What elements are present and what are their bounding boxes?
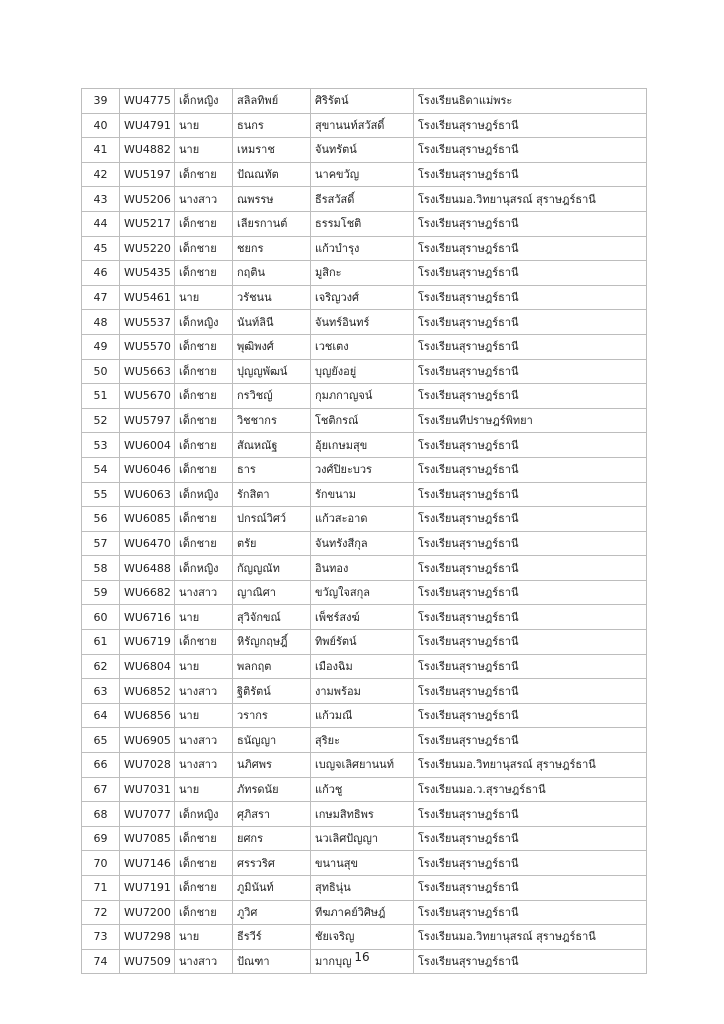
last-name-cell: งามพร้อม <box>311 679 414 704</box>
school-cell: โรงเรียนสุราษฎร์ธานี <box>414 261 647 286</box>
student-id-cell: WU5217 <box>120 211 175 236</box>
table-row <box>82 654 647 679</box>
row-number-cell: 53 <box>82 433 120 458</box>
school-cell: โรงเรียนสุราษฎร์ธานี <box>414 630 647 655</box>
row-number-cell: 55 <box>82 482 120 507</box>
school-cell: โรงเรียนมอ.วิทยานุสรณ์ สุราษฎร์ธานี <box>414 753 647 778</box>
student-id-cell: WU5197 <box>120 162 175 187</box>
last-name-cell: สุริยะ <box>311 728 414 753</box>
table-row <box>82 457 647 482</box>
table-row <box>82 580 647 605</box>
first-name-cell: ธนกร <box>233 113 311 138</box>
first-name-cell: ธนัญญา <box>233 728 311 753</box>
student-id-cell: WU6856 <box>120 703 175 728</box>
last-name-cell: ชัยเจริญ <box>311 925 414 950</box>
table-row <box>82 285 647 310</box>
last-name-cell: แก้วบำรุง <box>311 236 414 261</box>
student-id-cell: WU6719 <box>120 630 175 655</box>
school-cell: โรงเรียนสุราษฎร์ธานี <box>414 531 647 556</box>
student-roster-table <box>81 88 647 974</box>
table-row <box>82 531 647 556</box>
name-title-cell: นางสาว <box>175 679 233 704</box>
name-title-cell: เด็กหญิง <box>175 89 233 114</box>
first-name-cell: เหมราช <box>233 138 311 163</box>
table-row <box>82 753 647 778</box>
last-name-cell: จันทรัตน์ <box>311 138 414 163</box>
student-id-cell: WU7028 <box>120 753 175 778</box>
last-name-cell: อินทอง <box>311 556 414 581</box>
table-row <box>82 630 647 655</box>
student-id-cell: WU6063 <box>120 482 175 507</box>
last-name-cell: เจริญวงศ์ <box>311 285 414 310</box>
last-name-cell: มากบุญ <box>311 949 414 974</box>
table-row <box>82 162 647 187</box>
name-title-cell: นาย <box>175 138 233 163</box>
student-id-cell: WU6488 <box>120 556 175 581</box>
name-title-cell: นางสาว <box>175 949 233 974</box>
student-id-cell: WU5537 <box>120 310 175 335</box>
last-name-cell: แก้วมณี <box>311 703 414 728</box>
name-title-cell: เด็กชาย <box>175 507 233 532</box>
name-title-cell: เด็กชาย <box>175 236 233 261</box>
name-title-cell: เด็กชาย <box>175 826 233 851</box>
school-cell: โรงเรียนสุราษฎร์ธานี <box>414 236 647 261</box>
student-id-cell: WU4882 <box>120 138 175 163</box>
first-name-cell: ธาร <box>233 457 311 482</box>
table-row <box>82 384 647 409</box>
last-name-cell: มูสิกะ <box>311 261 414 286</box>
table-row <box>82 925 647 950</box>
name-title-cell: เด็กชาย <box>175 433 233 458</box>
first-name-cell: กัญญณัท <box>233 556 311 581</box>
first-name-cell: ฐิติรัตน์ <box>233 679 311 704</box>
first-name-cell: รักสิตา <box>233 482 311 507</box>
school-cell: โรงเรียนสุราษฎร์ธานี <box>414 949 647 974</box>
first-name-cell: ปัณฑา <box>233 949 311 974</box>
student-id-cell: WU6470 <box>120 531 175 556</box>
row-number-cell: 40 <box>82 113 120 138</box>
table-row <box>82 556 647 581</box>
row-number-cell: 51 <box>82 384 120 409</box>
row-number-cell: 69 <box>82 826 120 851</box>
table-row <box>82 334 647 359</box>
row-number-cell: 65 <box>82 728 120 753</box>
student-id-cell: WU6716 <box>120 605 175 630</box>
row-number-cell: 57 <box>82 531 120 556</box>
last-name-cell: ธีรสวัสดิ์ <box>311 187 414 212</box>
name-title-cell: นาย <box>175 654 233 679</box>
first-name-cell: ภัทรดนัย <box>233 777 311 802</box>
table-row <box>82 851 647 876</box>
row-number-cell: 41 <box>82 138 120 163</box>
school-cell: โรงเรียนสุราษฎร์ธานี <box>414 728 647 753</box>
last-name-cell: เวชเตง <box>311 334 414 359</box>
last-name-cell: นวเลิศปัญญา <box>311 826 414 851</box>
school-cell: โรงเรียนสุราษฎร์ธานี <box>414 334 647 359</box>
row-number-cell: 42 <box>82 162 120 187</box>
student-id-cell: WU5670 <box>120 384 175 409</box>
first-name-cell: พุฒิพงศ์ <box>233 334 311 359</box>
school-cell: โรงเรียนธิดาแม่พระ <box>414 89 647 114</box>
table-row <box>82 310 647 335</box>
first-name-cell: ยศกร <box>233 826 311 851</box>
school-cell: โรงเรียนสุราษฎร์ธานี <box>414 876 647 901</box>
name-title-cell: เด็กหญิง <box>175 556 233 581</box>
name-title-cell: นางสาว <box>175 728 233 753</box>
school-cell: โรงเรียนสุราษฎร์ธานี <box>414 900 647 925</box>
student-id-cell: WU7298 <box>120 925 175 950</box>
row-number-cell: 73 <box>82 925 120 950</box>
last-name-cell: ศิริรัตน์ <box>311 89 414 114</box>
first-name-cell: หิรัญกฤษฎิ์ <box>233 630 311 655</box>
school-cell: โรงเรียนสุราษฎร์ธานี <box>414 162 647 187</box>
name-title-cell: เด็กชาย <box>175 211 233 236</box>
student-id-cell: WU7191 <box>120 876 175 901</box>
last-name-cell: โชติกรณ์ <box>311 408 414 433</box>
student-id-cell: WU6085 <box>120 507 175 532</box>
table-row <box>82 261 647 286</box>
name-title-cell: นางสาว <box>175 187 233 212</box>
roster-body <box>82 89 647 974</box>
row-number-cell: 63 <box>82 679 120 704</box>
first-name-cell: นภิศพร <box>233 753 311 778</box>
first-name-cell: ปัณณทัต <box>233 162 311 187</box>
school-cell: โรงเรียนสุราษฎร์ธานี <box>414 851 647 876</box>
row-number-cell: 52 <box>82 408 120 433</box>
table-row <box>82 359 647 384</box>
table-row <box>82 187 647 212</box>
school-cell: โรงเรียนสุราษฎร์ธานี <box>414 580 647 605</box>
name-title-cell: เด็กหญิง <box>175 802 233 827</box>
last-name-cell: เกษมสิทธิพร <box>311 802 414 827</box>
student-id-cell: WU4791 <box>120 113 175 138</box>
table-row <box>82 605 647 630</box>
row-number-cell: 71 <box>82 876 120 901</box>
last-name-cell: กุมภกาญจน์ <box>311 384 414 409</box>
last-name-cell: ทีฆภาคย์วิศิษฎ์ <box>311 900 414 925</box>
table-row <box>82 802 647 827</box>
row-number-cell: 47 <box>82 285 120 310</box>
school-cell: โรงเรียนสุราษฎร์ธานี <box>414 679 647 704</box>
table-row <box>82 138 647 163</box>
first-name-cell: พลกฤต <box>233 654 311 679</box>
row-number-cell: 62 <box>82 654 120 679</box>
table-row <box>82 113 647 138</box>
row-number-cell: 61 <box>82 630 120 655</box>
table-row <box>82 433 647 458</box>
student-id-cell: WU5663 <box>120 359 175 384</box>
row-number-cell: 74 <box>82 949 120 974</box>
table-row <box>82 408 647 433</box>
student-id-cell: WU6004 <box>120 433 175 458</box>
school-cell: โรงเรียนสุราษฎร์ธานี <box>414 507 647 532</box>
student-id-cell: WU7146 <box>120 851 175 876</box>
student-id-cell: WU7077 <box>120 802 175 827</box>
student-id-cell: WU7085 <box>120 826 175 851</box>
first-name-cell: ศรรวริศ <box>233 851 311 876</box>
row-number-cell: 66 <box>82 753 120 778</box>
student-id-cell: WU7200 <box>120 900 175 925</box>
first-name-cell: สลิลทิพย์ <box>233 89 311 114</box>
table-row <box>82 507 647 532</box>
row-number-cell: 48 <box>82 310 120 335</box>
school-cell: โรงเรียนมอ.วิทยานุสรณ์ สุราษฎร์ธานี <box>414 187 647 212</box>
name-title-cell: เด็กชาย <box>175 900 233 925</box>
school-cell: โรงเรียนมอ.วิทยานุสรณ์ สุราษฎร์ธานี <box>414 925 647 950</box>
last-name-cell: วงศ์ปิยะบวร <box>311 457 414 482</box>
school-cell: โรงเรียนสุราษฎร์ธานี <box>414 285 647 310</box>
name-title-cell: นาย <box>175 605 233 630</box>
name-title-cell: เด็กชาย <box>175 876 233 901</box>
last-name-cell: ขวัญใจสกุล <box>311 580 414 605</box>
row-number-cell: 60 <box>82 605 120 630</box>
student-id-cell: WU7031 <box>120 777 175 802</box>
first-name-cell: วรัชนน <box>233 285 311 310</box>
first-name-cell: นันท์ลินี <box>233 310 311 335</box>
name-title-cell: นาย <box>175 925 233 950</box>
school-cell: โรงเรียนสุราษฎร์ธานี <box>414 556 647 581</box>
student-id-cell: WU6852 <box>120 679 175 704</box>
table-row <box>82 89 647 114</box>
name-title-cell: เด็กชาย <box>175 261 233 286</box>
name-title-cell: นาย <box>175 113 233 138</box>
last-name-cell: เพ็ชร์สงฆ์ <box>311 605 414 630</box>
row-number-cell: 44 <box>82 211 120 236</box>
first-name-cell: ปกรณ์วิศว์ <box>233 507 311 532</box>
student-id-cell: WU6804 <box>120 654 175 679</box>
name-title-cell: เด็กหญิง <box>175 310 233 335</box>
row-number-cell: 50 <box>82 359 120 384</box>
school-cell: โรงเรียนสุราษฎร์ธานี <box>414 211 647 236</box>
school-cell: โรงเรียนสุราษฎร์ธานี <box>414 605 647 630</box>
name-title-cell: เด็กชาย <box>175 334 233 359</box>
name-title-cell: นาย <box>175 285 233 310</box>
student-id-cell: WU5570 <box>120 334 175 359</box>
last-name-cell: จันทร์อินทร์ <box>311 310 414 335</box>
row-number-cell: 68 <box>82 802 120 827</box>
last-name-cell: สุขานนท์สวัสดิ์ <box>311 113 414 138</box>
student-id-cell: WU5220 <box>120 236 175 261</box>
student-id-cell: WU6682 <box>120 580 175 605</box>
page-number: 16 <box>354 950 370 964</box>
name-title-cell: เด็กชาย <box>175 531 233 556</box>
last-name-cell: บุญยังอยู่ <box>311 359 414 384</box>
table-row <box>82 826 647 851</box>
school-cell: โรงเรียนสุราษฎร์ธานี <box>414 703 647 728</box>
name-title-cell: เด็กชาย <box>175 851 233 876</box>
row-number-cell: 67 <box>82 777 120 802</box>
school-cell: โรงเรียนสุราษฎร์ธานี <box>414 802 647 827</box>
first-name-cell: กฤติน <box>233 261 311 286</box>
row-number-cell: 43 <box>82 187 120 212</box>
table-row <box>82 777 647 802</box>
row-number-cell: 70 <box>82 851 120 876</box>
school-cell: โรงเรียนสุราษฎร์ธานี <box>414 113 647 138</box>
first-name-cell: วรากร <box>233 703 311 728</box>
last-name-cell: นาคขวัญ <box>311 162 414 187</box>
last-name-cell: สุทธินุ่น <box>311 876 414 901</box>
school-cell: โรงเรียนสุราษฎร์ธานี <box>414 826 647 851</box>
row-number-cell: 59 <box>82 580 120 605</box>
school-cell: โรงเรียนสุราษฎร์ธานี <box>414 654 647 679</box>
first-name-cell: สุวิจักขณ์ <box>233 605 311 630</box>
first-name-cell: ธีรวีร์ <box>233 925 311 950</box>
table-row <box>82 876 647 901</box>
first-name-cell: ญาณิศา <box>233 580 311 605</box>
table-row <box>82 679 647 704</box>
first-name-cell: ศุภิสรา <box>233 802 311 827</box>
table-row <box>82 211 647 236</box>
last-name-cell: เมืองฉิม <box>311 654 414 679</box>
name-title-cell: นาย <box>175 703 233 728</box>
row-number-cell: 64 <box>82 703 120 728</box>
table-row <box>82 703 647 728</box>
table-row <box>82 482 647 507</box>
row-number-cell: 39 <box>82 89 120 114</box>
first-name-cell: ภูมินันท์ <box>233 876 311 901</box>
student-id-cell: WU5797 <box>120 408 175 433</box>
student-id-cell: WU6046 <box>120 457 175 482</box>
school-cell: โรงเรียนสุราษฎร์ธานี <box>414 384 647 409</box>
name-title-cell: นาย <box>175 777 233 802</box>
school-cell: โรงเรียนสุราษฎร์ธานี <box>414 359 647 384</box>
student-id-cell: WU4775 <box>120 89 175 114</box>
first-name-cell: ชยกร <box>233 236 311 261</box>
last-name-cell: อุ้ยเกษมสุข <box>311 433 414 458</box>
row-number-cell: 72 <box>82 900 120 925</box>
row-number-cell: 56 <box>82 507 120 532</box>
name-title-cell: นางสาว <box>175 580 233 605</box>
name-title-cell: เด็กชาย <box>175 162 233 187</box>
name-title-cell: เด็กชาย <box>175 384 233 409</box>
last-name-cell: จันทรังสีกุล <box>311 531 414 556</box>
first-name-cell: ณพรรษ <box>233 187 311 212</box>
student-id-cell: WU7509 <box>120 949 175 974</box>
last-name-cell: ขนานสุข <box>311 851 414 876</box>
row-number-cell: 45 <box>82 236 120 261</box>
school-cell: โรงเรียนมอ.ว.สุราษฎร์ธานี <box>414 777 647 802</box>
last-name-cell: แก้วสะอาด <box>311 507 414 532</box>
student-id-cell: WU6905 <box>120 728 175 753</box>
name-title-cell: เด็กชาย <box>175 630 233 655</box>
school-cell: โรงเรียนสุราษฎร์ธานี <box>414 310 647 335</box>
last-name-cell: รักขนาม <box>311 482 414 507</box>
first-name-cell: ตรัย <box>233 531 311 556</box>
school-cell: โรงเรียนสุราษฎร์ธานี <box>414 138 647 163</box>
row-number-cell: 46 <box>82 261 120 286</box>
table-row <box>82 900 647 925</box>
first-name-cell: เลียรกานต์ <box>233 211 311 236</box>
last-name-cell: เบญจเลิศยานนท์ <box>311 753 414 778</box>
first-name-cell: ปุญญพัฒน์ <box>233 359 311 384</box>
first-name-cell: ภูวิศ <box>233 900 311 925</box>
last-name-cell: ธรรมโชติ <box>311 211 414 236</box>
table-row <box>82 728 647 753</box>
last-name-cell: ทิพย์รัตน์ <box>311 630 414 655</box>
name-title-cell: นางสาว <box>175 753 233 778</box>
school-cell: โรงเรียนสุราษฎร์ธานี <box>414 482 647 507</box>
first-name-cell: สัณหณัฐ <box>233 433 311 458</box>
student-id-cell: WU5206 <box>120 187 175 212</box>
last-name-cell: แก้วชู <box>311 777 414 802</box>
first-name-cell: กรวิชญ์ <box>233 384 311 409</box>
table-row <box>82 236 647 261</box>
school-cell: โรงเรียนทีปราษฎร์พิทยา <box>414 408 647 433</box>
row-number-cell: 49 <box>82 334 120 359</box>
row-number-cell: 54 <box>82 457 120 482</box>
row-number-cell: 58 <box>82 556 120 581</box>
first-name-cell: วิชชากร <box>233 408 311 433</box>
name-title-cell: เด็กชาย <box>175 457 233 482</box>
student-id-cell: WU5435 <box>120 261 175 286</box>
student-id-cell: WU5461 <box>120 285 175 310</box>
name-title-cell: เด็กหญิง <box>175 482 233 507</box>
school-cell: โรงเรียนสุราษฎร์ธานี <box>414 433 647 458</box>
name-title-cell: เด็กชาย <box>175 408 233 433</box>
name-title-cell: เด็กชาย <box>175 359 233 384</box>
school-cell: โรงเรียนสุราษฎร์ธานี <box>414 457 647 482</box>
